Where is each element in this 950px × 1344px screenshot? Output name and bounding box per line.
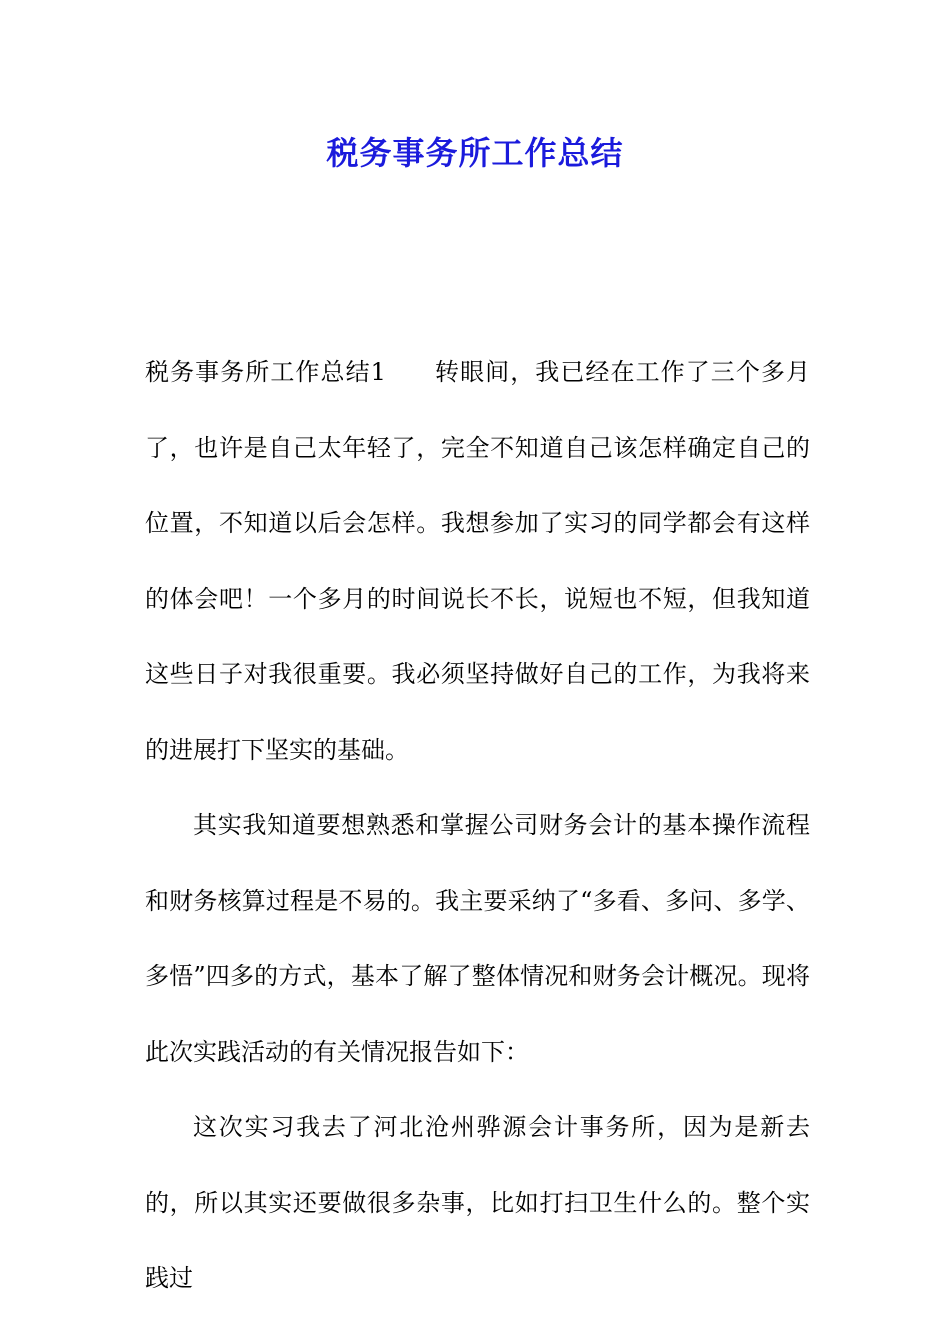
document-title: 税务事务所工作总结 bbox=[326, 134, 624, 172]
paragraph-1 bbox=[145, 335, 810, 788]
paragraph-2: 其实我知道要想熟悉和掌握公司财务会计的基本操作流程和财务核算过程是不易的。我主要采纳了“多看、多问、多学、多悟”四多的方式，基本了解了整体情况和财务会计概况。现将此次实践活动的有关情况报告如下： bbox=[145, 811, 810, 1066]
section-title: 税务事务所工作总结1 bbox=[145, 358, 386, 386]
document-body bbox=[145, 335, 810, 1317]
paragraph-1-text: 转眼间，我已经在工作了三个多月了，也许是自己太年轻了，完全不知道自己该怎样确定自己的位置，不知道以后会怎样。我想参加了实习的同学都会有这样的体会吧！一个多月的时间说长不长，说短也不短，但我知道这些日子对我很重要。我必须坚持做好自己的工作，为我将来的进展打下坚实的基础。 bbox=[145, 358, 810, 764]
paragraph-3: 这次实习我去了河北沧州骅源会计事务所，因为是新去的，所以其实还要做很多杂事，比如打扫卫生什么的。整个实践过 bbox=[145, 1113, 810, 1292]
